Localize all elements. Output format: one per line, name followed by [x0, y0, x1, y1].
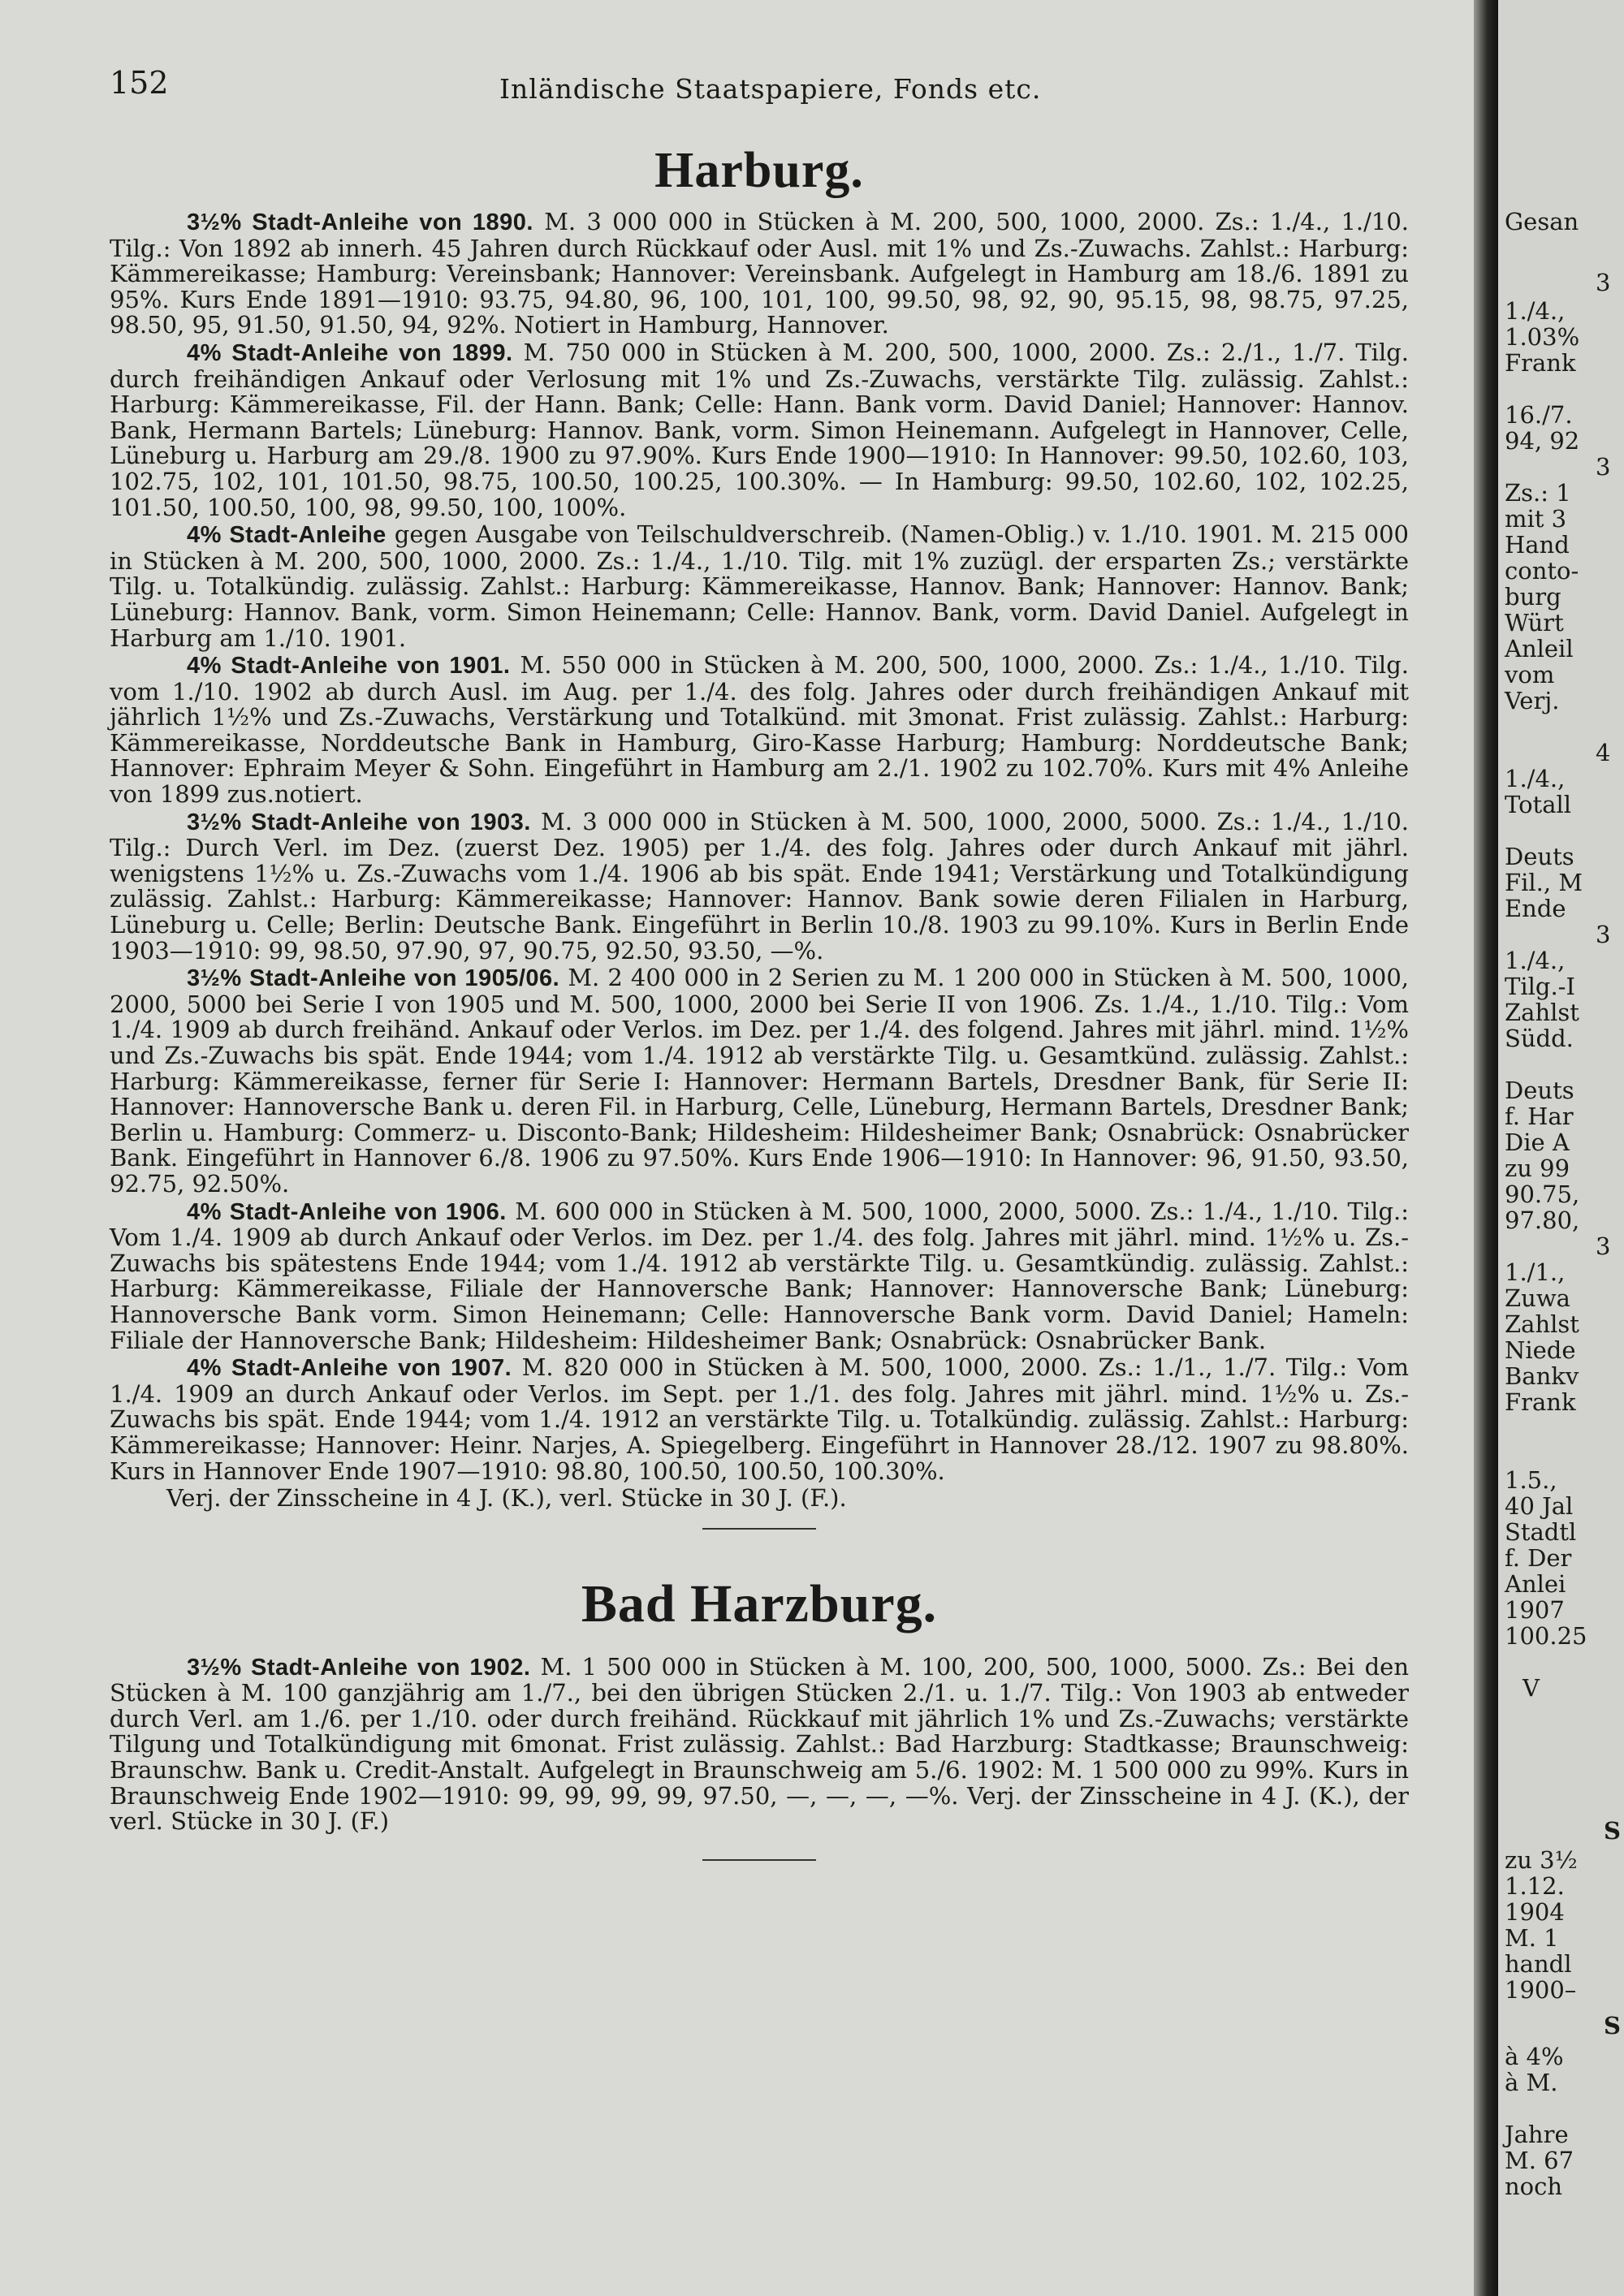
bond-heading: 4% Stadt-Anleihe von 1907.: [187, 1355, 512, 1382]
right-page-fragment: M. 1: [1505, 1924, 1559, 1952]
right-page-fragment: 90.75,: [1505, 1180, 1580, 1208]
right-page-fragment: S: [1604, 2012, 1621, 2039]
bond-heading: 3½% Stadt-Anleihe von 1890.: [187, 209, 533, 235]
right-page-fragment: Südd.: [1505, 1025, 1574, 1052]
right-page-fragment: Tilg.-I: [1505, 973, 1575, 1000]
bond-heading: 4% Stadt-Anleihe von 1906.: [187, 1198, 507, 1225]
right-page-fragment: Zuwa: [1505, 1284, 1570, 1312]
bond-entry: [110, 340, 1409, 520]
bond-heading: 3½% Stadt-Anleihe von 1903.: [187, 809, 531, 835]
bond-heading: 4% Stadt-Anleihe: [187, 522, 387, 549]
right-page-fragment: 1./4.,: [1505, 297, 1566, 325]
bond-entry: [110, 1355, 1409, 1484]
bond-text: M. 2 400 000 in 2 Serien zu M. 1 200 000 in Stücken à M. 500, 1000, 2000, 5000 bei Serie I von 1905 und M. 500, 1000, 2000 bei Serie II von 1906. Zs. 1./4., 1./10. Tilg.: Vom 1./4. 1909 ab durch freihänd. Ankauf oder Verlos. im Dez. per 1./4. des folgend. Jahres mit jährl. mind. 1½% und Zs.-Zuwachs bis spät. Ende 1944; vom 1./4. 1912 ab verstärkte Tilg. u. Gesamtkünd. zulässig. Zahlst.: Harburg: Kämmereikasse, ferner für Serie I: Hannover: Hermann Bartels, Dresdner Bank, für Serie II: Hannover: Hannoversche Bank u. deren Fil. in Harburg, Celle, Lüneburg, Hermann Bartels, Dresdner Bank; Berlin u. Hamburg: Commerz- u. Disconto-Bank; Hildesheim: Hildesheimer Bank; Osnabrück: Osnabrücker Bank. Eingeführt in Hannover 6./8. 1906 zu 97.50%. Kurs Ende 1906—1910: In Hannover: 96, 91.50, 93.50, 92.75, 92.50%.: [110, 964, 1409, 1198]
bond-entry: [110, 1652, 1409, 1836]
right-page-fragment: Fil., M: [1505, 869, 1583, 896]
right-page-fragment: conto-: [1505, 557, 1579, 585]
bond-heading: 4% Stadt-Anleihe von 1901.: [187, 653, 511, 680]
right-page-fragment: 1./1.,: [1505, 1258, 1566, 1286]
right-page-fragment: f. Der: [1505, 1544, 1572, 1572]
text-column: [110, 138, 1409, 1861]
bond-entry: [110, 522, 1409, 651]
right-page-fragment: noch: [1505, 2173, 1563, 2200]
bond-entry: [110, 1199, 1409, 1354]
right-page-fragment: handl: [1505, 1950, 1572, 1978]
right-page-fragment: Die A: [1505, 1129, 1570, 1156]
bond-entry: [110, 653, 1409, 808]
section-divider: [702, 1528, 816, 1530]
right-page-fragment: 40 Jal: [1505, 1492, 1574, 1520]
right-page-fragment: Frank: [1505, 349, 1576, 377]
right-page-fragment: à 4%: [1505, 2043, 1564, 2070]
bond-text: M. 3 000 000 in Stücken à M. 500, 1000, 2000, 5000. Zs.: 1./4., 1./10. Tilg.: Durch Verl. im Dez. (zuerst Dez. 1905) per 1./4. des folg. Jahres oder durch Ankauf mit jährl. wenigstens 1½% u. Zs.-Zuwachs vom 1./4. 1906 ab bis spät. Ende 1941; Verstärkung und Totalkündigung zulässig. Zahlst.: Harburg: Kämmereikasse; Hannover: Hannov. Bank sowie deren Filialen in Harburg, Lüneburg u. Celle; Berlin: Deutsche Bank. Eingeführt in Berlin 10./8. 1903 zu 99.10%. Kurs in Berlin Ende 1903—1910: 99, 98.50, 97.90, 97, 90.75, 92.50, 93.50, —%.: [110, 807, 1410, 965]
right-page-fragment: f. Har: [1505, 1103, 1574, 1130]
right-page-fragment: 97.80,: [1505, 1206, 1580, 1234]
right-page-fragment: Totall: [1505, 791, 1572, 818]
right-page-fragment: 3: [1596, 921, 1611, 948]
right-page-fragment: Zahlst: [1505, 999, 1579, 1026]
right-page-fragment: Deuts: [1505, 1077, 1574, 1104]
right-page-fragment: Hand: [1505, 531, 1570, 559]
right-page-fragment: Anlei: [1505, 1570, 1566, 1598]
section-title-harburg: Harburg.: [654, 143, 864, 198]
page-header: [110, 65, 1409, 106]
right-page-fragment: Verj.: [1505, 687, 1560, 714]
right-page-fragment: vom: [1505, 661, 1555, 688]
right-page-fragment: burg: [1505, 583, 1561, 611]
bond-text: M. 1 500 000 in Stücken à M. 100, 200, 500, 1000, 5000. Zs.: Bei den Stücken à M. 100 ganzjährig am 1./7., bei den übrigen Stücken 2./1. u. 1./7. Tilg.: Von 1903 ab entweder durch Verl. am 1./6. per 1./10. oder durch freihänd. Rückkauf mit jährlich 1% und Zs.-Zuwachs; verstärkte Tilgung und Totalkündigung mit 6monat. Frist zulässig. Zahlst.: Bad Harzburg: Stadtkasse; Braunschweig: Braunschw. Bank u. Credit-Anstalt. Aufgelegt in Braunschweig am 5./6. 1902: M. 1 500 000 zu 99%. Kurs in Braunschweig Ende 1902—1910: 99, 99, 99, 99, 97.50, —, —, —, —%. Verj. der Zinsscheine in 4 J. (K.), der verl. Stücke in 30 J. (F.): [110, 1652, 1409, 1836]
right-page-fragment: Gesan: [1505, 208, 1579, 235]
bond-text: M. 550 000 in Stücken à M. 200, 500, 1000, 2000. Zs.: 1./4., 1./10. Tilg. vom 1./10. 1902 ab durch Ausl. im Aug. per 1./4. des folg. Jahres oder durch freihändigen Ankauf mit jährlich 1½% und Zs.-Zuwachs, Verstärkung und Totalkünd. mit 3monat. Frist zulässig. Zahlst.: Harburg: Kämmereikasse, Norddeutsche Bank in Hamburg, Giro-Kasse Harburg; Hamburg: Norddeutsche Bank; Hannover: Ephraim Meyer & Sohn. Eingeführt in Hamburg am 2./1. 1902 zu 102.70%. Kurs mit 4% Anleihe von 1899 zus.notiert.: [110, 651, 1409, 809]
right-page-fragment: V: [1522, 1674, 1540, 1702]
running-head: Inländische Staatspapiere, Fonds etc.: [499, 73, 1042, 105]
right-page-fragment: zu 3½: [1505, 1846, 1578, 1874]
right-page-fragment: 3: [1596, 269, 1611, 296]
bond-text: M. 3 000 000 in Stücken à M. 200, 500, 1000, 2000. Zs.: 1./4., 1./10. Tilg.: Von 1892 ab innerh. 45 Jahren durch Rückkauf oder Ausl. mit 1% und Zs.-Zuwachs. Zahlst.: Harburg: Kämmereikasse; Hamburg: Vereinsbank; Hannover: Vereinsbank. Aufgelegt in Hamburg am 18./6. 1891 zu 95%. Kurs Ende 1891—1910: 93.75, 94.80, 96, 100, 101, 100, 99.50, 98, 92, 90, 95.15, 98, 98.75, 97.25, 98.50, 95, 91.50, 91.50, 94, 92%. Notiert in Hamburg, Hannover.: [110, 208, 1410, 339]
right-page-fragment: Niede: [1505, 1336, 1576, 1364]
right-page-fragment: M. 67: [1505, 2147, 1574, 2174]
bond-text: M. 600 000 in Stücken à M. 500, 1000, 2000, 5000. Zs.: 1./4., 1./10. Tilg.: Vom 1./4. 1909 ab durch Ankauf oder Verlos. im Dez. per 1./4. des folg. Jahres mit jährl. mind. 1½% u. Zs.-Zuwachs bis spätestens Ende 1944; vom 1./4. 1912 ab verstärkte Tilg. u. Gesamtkündig. zulässig. Zahlst.: Harburg: Kämmereikasse, Filiale der Hannoversche Bank; Hannover: Hannoversche Bank; Lüneburg: Hannoversche Bank vorm. Simon Heinemann; Celle: Hannoversche Bank vorm. David Daniel; Hameln: Filiale der Hannoversche Bank; Hildesheim: Hildesheimer Bank; Osnabrück: Osnabrücker Bank.: [110, 1197, 1409, 1354]
right-page-fragment: 94, 92: [1505, 427, 1580, 455]
right-page-fragment: 3: [1596, 453, 1611, 481]
section-divider: [702, 1859, 816, 1861]
right-page-fragment: 1./4.,: [1505, 947, 1566, 974]
right-page-fragment: 4: [1596, 739, 1611, 766]
bond-heading: 3½% Stadt-Anleihe von 1905/06.: [187, 965, 560, 992]
right-page-fragment: 1.12.: [1505, 1872, 1565, 1900]
right-page-fragment: 1904: [1505, 1898, 1565, 1926]
bond-text: M. 820 000 in Stücken à M. 500, 1000, 2000. Zs.: 1./1., 1./7. Tilg.: Vom 1./4. 1909 an durch Ankauf oder Verlos. im Sept. per 1./1. des folg. Jahres mit jährl. mind. 1½% u. Zs.-Zuwachs bis spät. Ende 1944; vom 1./4. 1912 an verstärkte Tilg. u. Totalkündig. zulässig. Zahlst.: Harburg: Kämmereikasse; Hannover: Heinr. Narjes, A. Spiegelberg. Eingeführt in Hannover 28./12. 1907 zu 98.80%. Kurs in Hannover Ende 1907—1910: 98.80, 100.50, 100.50, 100.30%.: [110, 1353, 1410, 1485]
bond-text: gegen Ausgabe von Teilschuldverschreib. (Namen-Oblig.) v. 1./10. 1901. M. 215 000 in Stücken à M. 200, 500, 1000, 2000. Zs.: 1./4., 1./10. Tilg. mit 1% zuzügl. der ersparten Zs.; verstärkte Tilg. u. Totalkündig. zulässig. Zahlst.: Harburg: Kämmereikasse, Hannov. Bank; Hannover: Hannov. Bank; Lüneburg: Hannov. Bank, vorm. Simon Heinemann; Celle: Hannov. Bank, vorm. David Daniel. Aufgelegt in Harburg am 1./10. 1901.: [110, 520, 1409, 652]
bond-entry: [110, 965, 1409, 1197]
right-page-fragment: Ende: [1505, 895, 1566, 922]
page-number: 152: [110, 65, 169, 101]
right-page-fragment: Anleil: [1505, 635, 1574, 662]
right-page-fragment: 1./4.,: [1505, 765, 1566, 792]
right-page-fragment: 1.03%: [1505, 323, 1580, 351]
bond-entry: [110, 209, 1409, 339]
right-page-fragment: 3: [1596, 1232, 1611, 1260]
right-page-fragment: Würt: [1505, 609, 1564, 637]
right-page-fragment: 1900–: [1505, 1976, 1577, 2004]
right-page-fragment: 1907: [1505, 1596, 1565, 1624]
book-gutter: [1474, 0, 1498, 2296]
right-page-fragment: 100.25: [1505, 1622, 1587, 1650]
bond-heading: 4% Stadt-Anleihe von 1899.: [187, 339, 513, 366]
section-title-bad-harzburg: Bad Harzburg.: [581, 1573, 938, 1634]
right-page-fragment: Stadtl: [1505, 1518, 1577, 1546]
prescription-note: Verj. der Zinsscheine in 4 J. (K.), verl. Stücke in 30 J. (F.).: [166, 1484, 847, 1513]
bond-heading: 3½% Stadt-Anleihe von 1902.: [187, 1654, 531, 1681]
right-page-fragment: Zahlst: [1505, 1310, 1579, 1338]
right-page-fragment: S: [1604, 1817, 1621, 1845]
bond-entry: [110, 809, 1409, 965]
right-page-edge: [1498, 0, 1624, 2296]
bond-text: M. 750 000 in Stücken à M. 200, 500, 1000, 2000. Zs.: 2./1., 1./7. Tilg. durch freihändigen Ankauf oder Verlosung mit 1% und Zs.-Zuwachs, verstärkte Tilg. zulässig. Zahlst.: Harburg: Kämmereikasse, Fil. der Hann. Bank; Celle: Hann. Bank vorm. David Daniel; Hannover: Hannov. Bank, Hermann Bartels; Lüneburg: Hannov. Bank, vorm. Simon Heinemann. Aufgelegt in Hannover, Celle, Lüneburg u. Harburg am 29./8. 1900 zu 97.90%. Kurs Ende 1900—1910: In Hannover: 99.50, 102.60, 103, 102.75, 102, 101, 101.50, 98.75, 100.50, 100.25, 100.30%. — In Hamburg: 99.50, 102.60, 102, 102.25, 101.50, 100.50, 100, 98, 99.50, 100, 100%.: [110, 338, 1409, 521]
right-page-fragment: mit 3: [1505, 505, 1567, 533]
right-page-fragment: Frank: [1505, 1388, 1576, 1416]
right-page-fragment: à M.: [1505, 2069, 1558, 2096]
right-page-fragment: Jahre: [1505, 2121, 1569, 2148]
right-page-fragment: Deuts: [1505, 843, 1574, 870]
right-page-fragment: 16./7.: [1505, 401, 1573, 429]
right-page-fragment: zu 99: [1505, 1154, 1570, 1182]
right-page-fragment: Bankv: [1505, 1362, 1579, 1390]
right-page-fragment: 1.5.,: [1505, 1466, 1557, 1494]
right-page-fragment: Zs.: 1: [1505, 479, 1571, 507]
